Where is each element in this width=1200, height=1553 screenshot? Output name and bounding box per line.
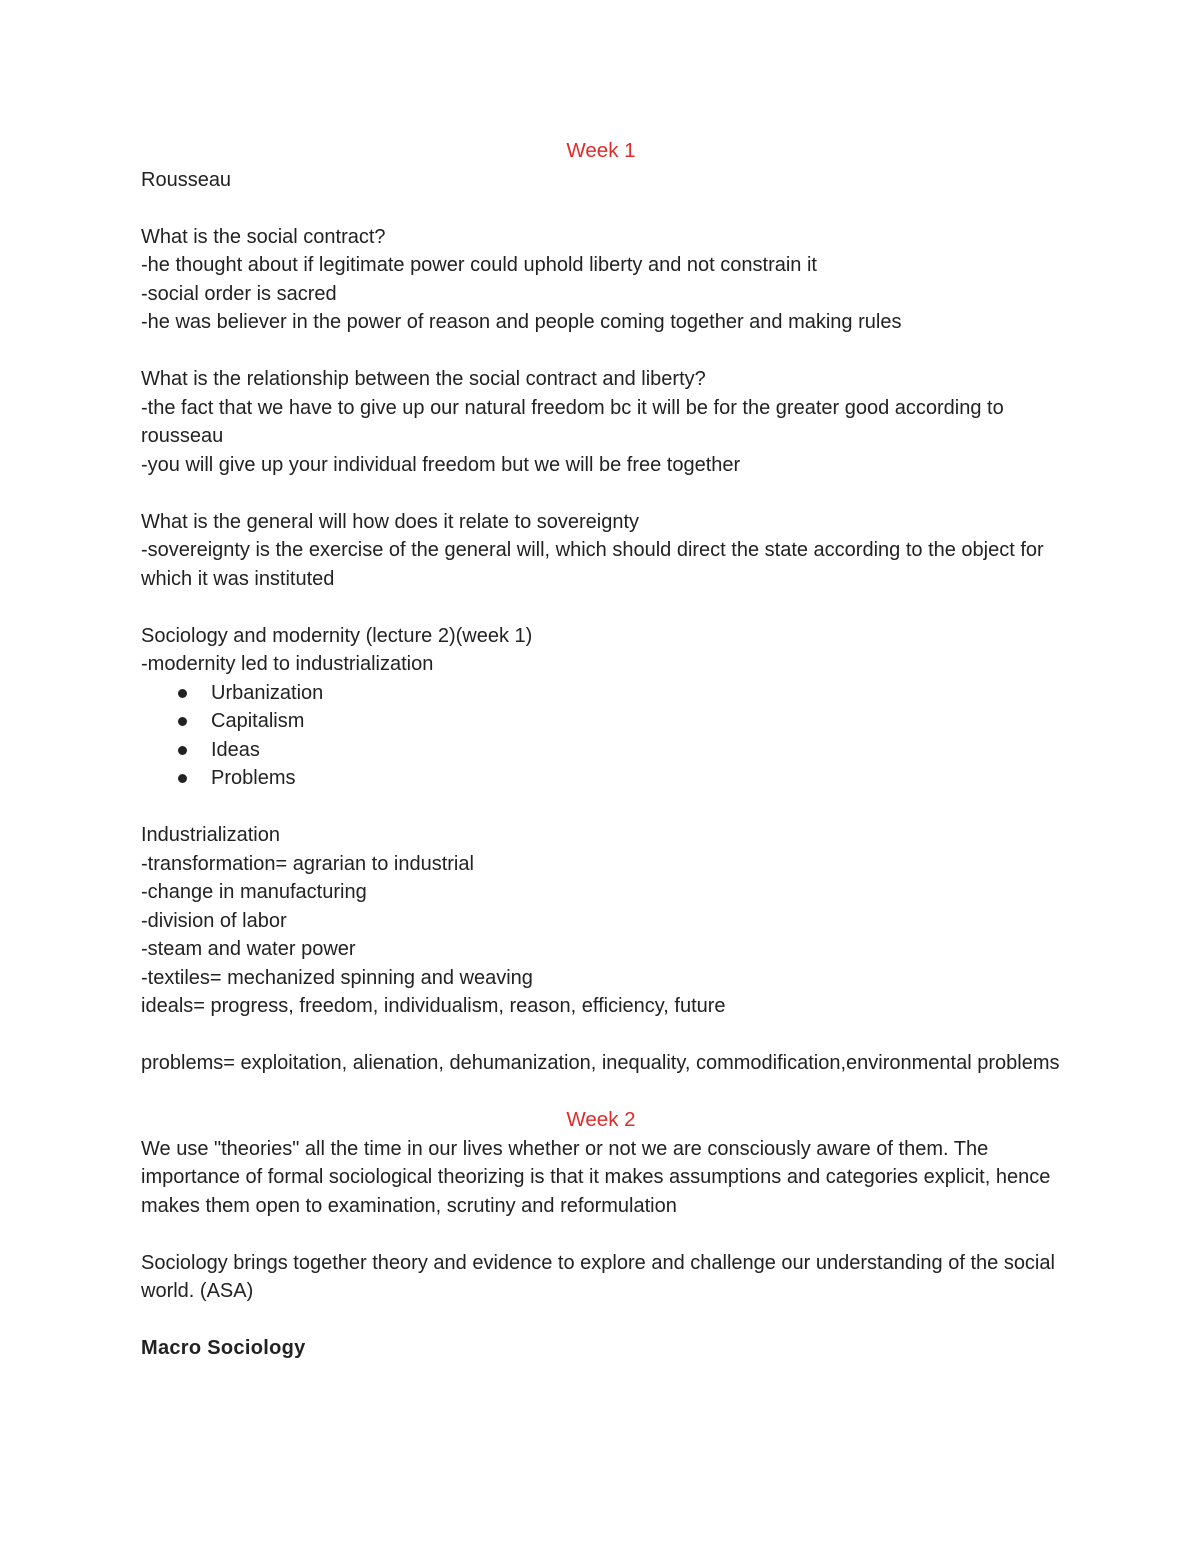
topic-rousseau: Rousseau xyxy=(141,168,232,191)
bullet-icon xyxy=(178,746,187,755)
spacer xyxy=(141,1306,1061,1335)
question-general-will: What is the general will how does it relate to sovereignty xyxy=(141,510,640,533)
answer-line: -you will give up your individual freedom but we will be free together xyxy=(141,453,741,476)
spacer xyxy=(141,1220,1061,1249)
answer-line: -he was believer in the power of reason and people coming together and making rules xyxy=(141,311,902,333)
list-item-label: Problems xyxy=(211,767,296,789)
industrialization-line: -division of labor xyxy=(141,909,287,932)
spacer xyxy=(141,593,1061,622)
modernity-title: Sociology and modernity (lecture 2)(week 1) xyxy=(141,624,533,647)
week-1-heading: Week 1 xyxy=(566,139,636,162)
answer-line: -social order is sacred xyxy=(141,282,337,305)
modernity-bullet-list xyxy=(141,679,1061,793)
industrialization-line: -change in manufacturing xyxy=(141,881,367,903)
bullet-icon xyxy=(178,717,187,726)
industrialization-line: -steam and water power xyxy=(141,938,356,960)
document-page xyxy=(141,137,1061,1363)
answer-line: -sovereignty is the exercise of the general will, which should direct the state according to the object for which it was instituted xyxy=(141,539,1044,590)
spacer xyxy=(141,793,1061,822)
bullet-icon xyxy=(178,774,187,783)
list-item-label: Ideas xyxy=(211,738,260,761)
question-social-contract: What is the social contract? xyxy=(141,225,386,248)
answer-line: -he thought about if legitimate power could uphold liberty and not constrain it xyxy=(141,254,817,276)
list-item-label: Urbanization xyxy=(211,681,324,704)
spacer xyxy=(141,337,1061,366)
industrialization-line: -textiles= mechanized spinning and weaving xyxy=(141,966,533,989)
spacer xyxy=(141,479,1061,508)
week-2-heading: Week 2 xyxy=(566,1108,636,1131)
list-item xyxy=(141,764,1061,793)
problems-line: problems= exploitation, alienation, dehumanization, inequality, commodification,environmental problems xyxy=(141,1052,1060,1074)
list-item xyxy=(141,736,1061,765)
list-item xyxy=(141,679,1061,708)
list-item xyxy=(141,707,1061,736)
answer-line: -the fact that we have to give up our natural freedom bc it will be for the greater good according to rousseau xyxy=(141,396,1004,447)
spacer xyxy=(141,1021,1061,1050)
list-item-label: Capitalism xyxy=(211,710,305,732)
spacer xyxy=(141,194,1061,223)
modernity-lead: -modernity led to industrialization xyxy=(141,653,434,675)
industrialization-ideals: ideals= progress, freedom, individualism, reason, efficiency, future xyxy=(141,995,726,1017)
macro-sociology-heading: Macro Sociology xyxy=(141,1337,306,1359)
industrialization-line: -transformation= agrarian to industrial xyxy=(141,852,474,875)
spacer xyxy=(141,1078,1061,1107)
bullet-icon xyxy=(178,689,187,698)
theories-paragraph: We use "theories" all the time in our lives whether or not we are consciously aware of them. The importance of formal sociological theorizing is that it makes assumptions and categories explicit, hence makes them open to examination, scrutiny and reformulation xyxy=(141,1137,1051,1217)
question-contract-liberty: What is the relationship between the social contract and liberty? xyxy=(141,368,706,390)
asa-paragraph: Sociology brings together theory and evidence to explore and challenge our understanding of the social world. (ASA) xyxy=(141,1251,1055,1302)
industrialization-title: Industrialization xyxy=(141,824,280,846)
